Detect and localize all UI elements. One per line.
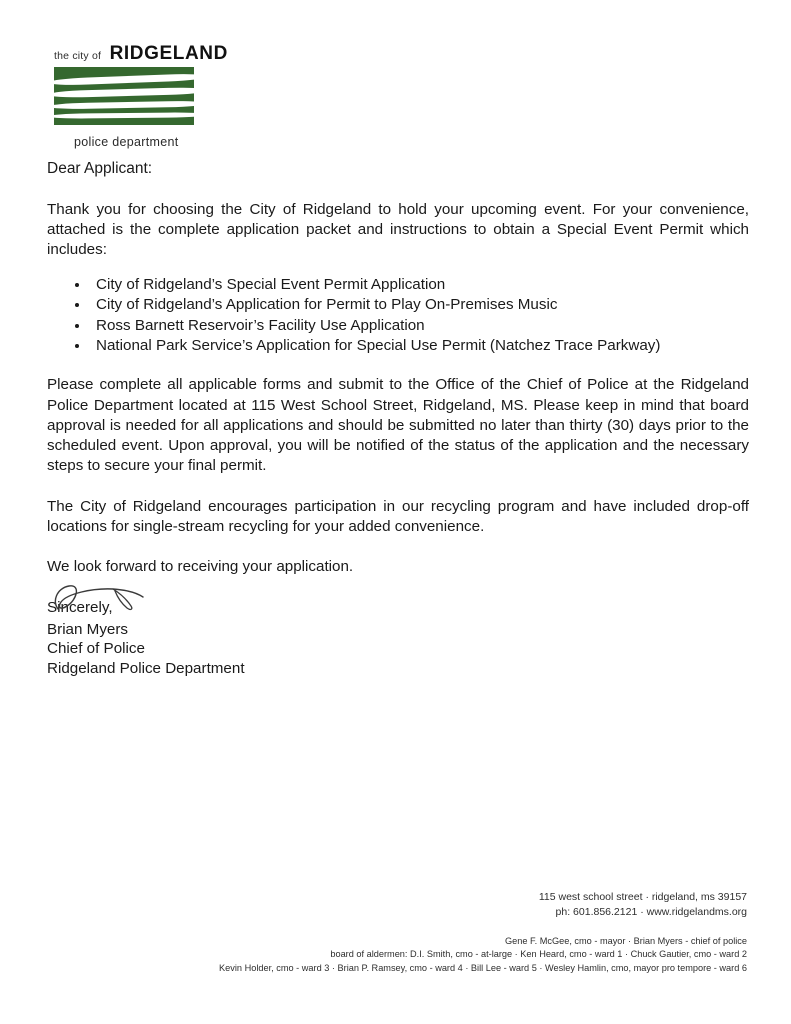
officials-line: board of aldermen: D.I. Smith, cmo - at-large · Ken Heard, cmo - ward 1 · Chuck Gautier, cmo - ward 2 [330,949,747,960]
paragraph-instructions: Please complete all applicable forms and submit to the Office of the Chief of Police at the Ridgeland Police Department located at 115 West School Street, Ridgeland, MS. Please keep in mind that board approval is needed for all applications and should be submitted no later than thirty (30) days prior to the scheduled event. Upon approval, you will be notified of the status of the application and the necessary steps to secure your final permit. [47,376,749,475]
logo-wordmark [54,44,264,63]
signature-block [47,580,447,678]
footer-contact: ph: 601.856.2121 · www.ridgelandms.org [555,906,747,919]
logo-the-city-of-text: the city of [54,50,102,62]
list-item: • Ross Barnett Reservoir’s Facility Use Application [90,316,749,335]
logo-city-name-text: RIDGELAND [109,43,228,64]
paragraph-closing-note: We look forward to receiving your application. [47,558,354,575]
handwritten-signature-icon [47,580,167,620]
city-wave-logo-icon [54,67,194,125]
attachments-list [47,275,749,356]
letter-body [47,160,749,616]
department-label: police department [74,135,179,149]
signer-organization: Ridgeland Police Department [47,659,245,677]
closing-line: Sincerely, [47,599,113,617]
letterhead [54,44,264,149]
signer-title: Chief of Police [47,640,145,658]
list-item: • National Park Service’s Application for Special Use Permit (Natchez Trace Parkway) [90,336,749,355]
officials-line: Gene F. McGee, cmo - mayor · Brian Myers - chief of police [504,935,747,946]
page-footer [219,890,747,976]
paragraph-recycling: The City of Ridgeland encourages participation in our recycling program and have included drop-off locations for single-stream recycling for your added convenience. [47,497,749,535]
paragraph-intro: Thank you for choosing the City of Ridgeland to hold your upcoming event. For your convenience, attached is the complete application packet and instructions to obtain a Special Event Permit which includes: [47,201,749,259]
list-item: • City of Ridgeland’s Special Event Permit Application [90,275,749,294]
footer-address: 115 west school street · ridgeland, ms 39157 [538,891,747,904]
salutation: Dear Applicant: [47,160,153,177]
signer-name: Brian Myers [47,621,129,638]
officials-line: Kevin Holder, cmo - ward 3 · Brian P. Ramsey, cmo - ward 4 · Bill Lee - ward 5 · Wesley Hamlin, cmo, mayor pro tempore - ward 6 [219,963,747,974]
list-item: • City of Ridgeland’s Application for Permit to Play On-Premises Music [90,295,749,314]
footer-officials [219,935,747,976]
